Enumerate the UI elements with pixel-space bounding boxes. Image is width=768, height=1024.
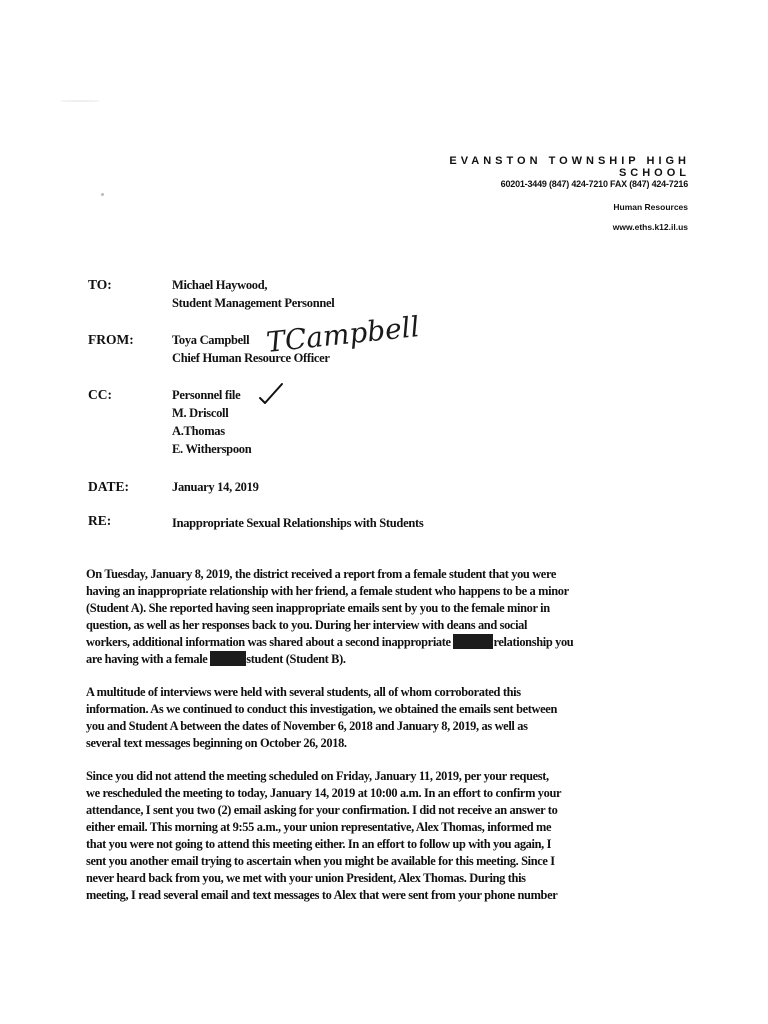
to-label: TO: <box>88 277 112 292</box>
re-label: RE: <box>88 513 112 528</box>
paragraph-fragment: student (Student B). <box>246 652 346 666</box>
paragraph-line <box>86 634 638 651</box>
date-label: DATE: <box>88 479 130 494</box>
paragraph-fragment: are having with a female <box>86 652 208 666</box>
from-title: Chief Human Resource Officer <box>172 351 330 365</box>
paragraph-line: either email. This morning at 9:55 a.m., your union representative, Alex Thomas, informed me <box>86 820 552 834</box>
cc-item: A.Thomas <box>172 424 225 438</box>
paragraph-3 <box>86 768 638 904</box>
paragraph-line <box>86 651 638 668</box>
scan-speck <box>101 193 104 196</box>
paragraph-line: never heard back from you, we met with your union President, Alex Thomas. During this <box>86 871 526 885</box>
paragraph-line: sent you another email trying to ascertain when you might be available for this meeting. Since I <box>86 854 555 868</box>
school-name: EVANSTON TOWNSHIP HIGH SCHOOL <box>449 155 690 179</box>
paragraph-line: we rescheduled the meeting to today, January 14, 2019 at 10:00 a.m. In an effort to confirm your <box>86 786 562 800</box>
from-name: Toya Campbell <box>172 333 250 347</box>
paragraph-line: having an inappropriate relationship with her friend, a female student who happens to be a minor <box>86 584 569 598</box>
redaction-box <box>210 651 246 666</box>
paragraph-line: information. As we continued to conduct this investigation, we obtained the emails sent between <box>86 702 557 716</box>
to-title: Student Management Personnel <box>172 296 335 310</box>
paragraph-2 <box>86 684 638 752</box>
paragraph-fragment: relationship you <box>493 635 574 649</box>
cc-item: Personnel file <box>172 388 241 402</box>
paragraph-fragment: workers, additional information was shared about a second inappropriate <box>86 635 451 649</box>
cc-label: CC: <box>88 387 112 402</box>
paragraph-line: On Tuesday, January 8, 2019, the district received a report from a female student that you were <box>86 567 557 581</box>
checkmark-icon <box>258 382 284 406</box>
paragraph-line: Since you did not attend the meeting scheduled on Friday, January 11, 2019, per your request, <box>86 769 549 783</box>
cc-item: M. Driscoll <box>172 406 229 420</box>
paragraph-line: attendance, I sent you two (2) email asking for your confirmation. I did not receive an answer to <box>86 803 558 817</box>
department-name: Human Resources <box>613 202 688 212</box>
paragraph-line: question, as well as her responses back to you. During her interview with deans and social <box>86 618 528 632</box>
paragraph-line: meeting, I read several email and text messages to Alex that were sent from your phone number <box>86 888 558 902</box>
from-label: FROM: <box>88 332 134 347</box>
cc-item: E. Witherspoon <box>172 442 252 456</box>
paragraph-line: several text messages beginning on October 26, 2018. <box>86 736 347 750</box>
paragraph-line: (Student A). She reported having seen inappropriate emails sent by you to the female minor in <box>86 601 550 615</box>
paragraph-line: you and Student A between the dates of November 6, 2018 and January 8, 2019, as well as <box>86 719 528 733</box>
paragraph-1 <box>86 566 638 668</box>
paragraph-line: A multitude of interviews were held with several students, all of whom corroborated this <box>86 685 521 699</box>
date-value: January 14, 2019 <box>172 480 259 494</box>
scan-speck <box>60 100 100 102</box>
school-website: www.eths.k12.il.us <box>612 222 688 232</box>
redaction-box <box>453 634 493 649</box>
paragraph-line: that you were not going to attend this meeting either. In an effort to follow up with you again, I <box>86 837 552 851</box>
to-name: Michael Haywood, <box>172 278 268 292</box>
contact-line: 60201-3449 (847) 424-7210 FAX (847) 424-7216 <box>500 179 688 189</box>
re-subject: Inappropriate Sexual Relationships with Students <box>172 516 424 530</box>
handwritten-signature: TCampbell <box>264 310 421 359</box>
